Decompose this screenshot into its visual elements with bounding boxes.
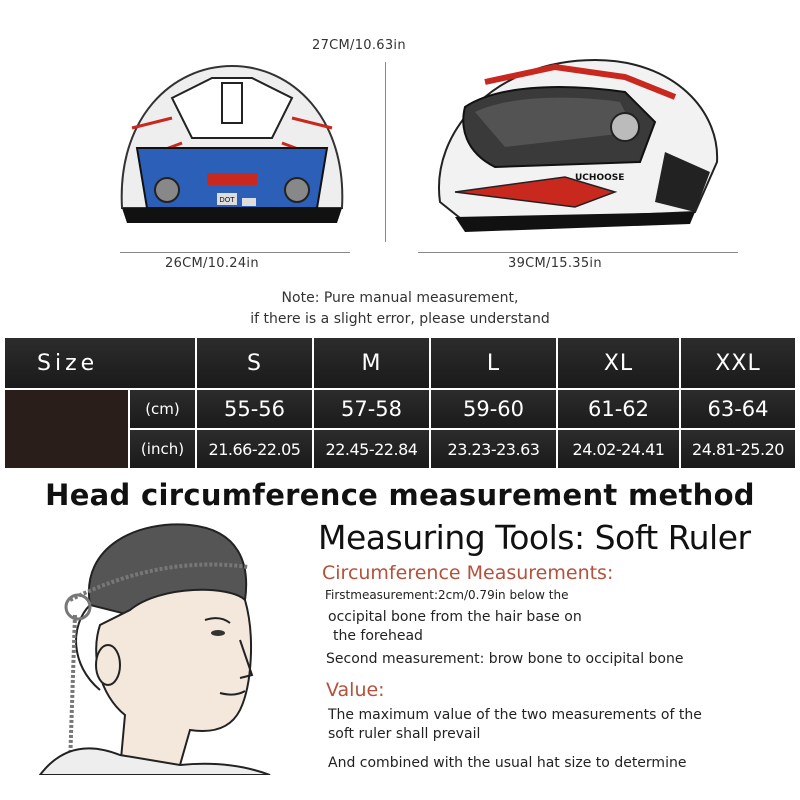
- note-line-1: Note: Pure manual measurement,: [281, 290, 519, 306]
- size-label-block: [5, 390, 128, 468]
- first-measurement-line-2: occipital bone from the hair base on: [328, 609, 582, 625]
- value-line-2: soft ruler shall prevail: [328, 726, 481, 742]
- circumference-heading: Circumference Measurements:: [322, 562, 614, 584]
- helmet-brand-text: UCHOOSE: [575, 173, 625, 183]
- value-line-3: And combined with the usual hat size to determine: [328, 755, 687, 771]
- inch-value-xl: 24.02-24.41: [558, 430, 679, 468]
- size-header-m: M: [314, 338, 429, 388]
- inch-value-xxl: 24.81-25.20: [681, 430, 795, 468]
- size-header-xl: XL: [558, 338, 679, 388]
- size-table: [5, 338, 795, 468]
- height-dimension-label: 27CM/10.63in: [312, 38, 406, 53]
- cm-unit-label: (cm): [130, 390, 195, 428]
- cm-value-xxl: 63-64: [681, 390, 795, 428]
- cm-value-l: 59-60: [431, 390, 556, 428]
- helmet-side-view: [425, 52, 725, 237]
- length-dimension-label: 39CM/15.35in: [508, 256, 602, 271]
- cm-value-m: 57-58: [314, 390, 429, 428]
- helmet-back-view: [112, 58, 352, 238]
- method-title: Head circumference measurement method: [45, 478, 755, 512]
- note-line-2: if there is a slight error, please understand: [250, 311, 550, 327]
- value-line-1: The maximum value of the two measurements of the: [328, 707, 702, 723]
- size-header-label: Size: [5, 338, 195, 388]
- measuring-tools-heading: Measuring Tools: Soft Ruler: [318, 518, 751, 557]
- first-measurement-line-3: the forehead: [333, 628, 423, 644]
- height-dimension-line: [385, 62, 386, 242]
- inch-value-l: 23.23-23.63: [431, 430, 556, 468]
- width-dimension-line: [120, 252, 350, 253]
- dot-badge: DOT: [219, 196, 235, 204]
- cm-value-s: 55-56: [197, 390, 312, 428]
- width-dimension-label: 26CM/10.24in: [165, 256, 259, 271]
- inch-value-m: 22.45-22.84: [314, 430, 429, 468]
- cm-value-xl: 61-62: [558, 390, 679, 428]
- size-header-xxl: XXL: [681, 338, 795, 388]
- first-measurement-line-1: Firstmeasurement:2cm/0.79in below the: [325, 588, 569, 602]
- second-measurement: Second measurement: brow bone to occipital bone: [326, 651, 684, 667]
- head-measurement-illustration: [30, 515, 310, 775]
- length-dimension-line: [418, 252, 738, 253]
- inch-value-s: 21.66-22.05: [197, 430, 312, 468]
- inch-unit-label: (inch): [130, 430, 195, 468]
- size-header-l: L: [431, 338, 556, 388]
- value-heading: Value:: [326, 679, 385, 701]
- size-header-s: S: [197, 338, 312, 388]
